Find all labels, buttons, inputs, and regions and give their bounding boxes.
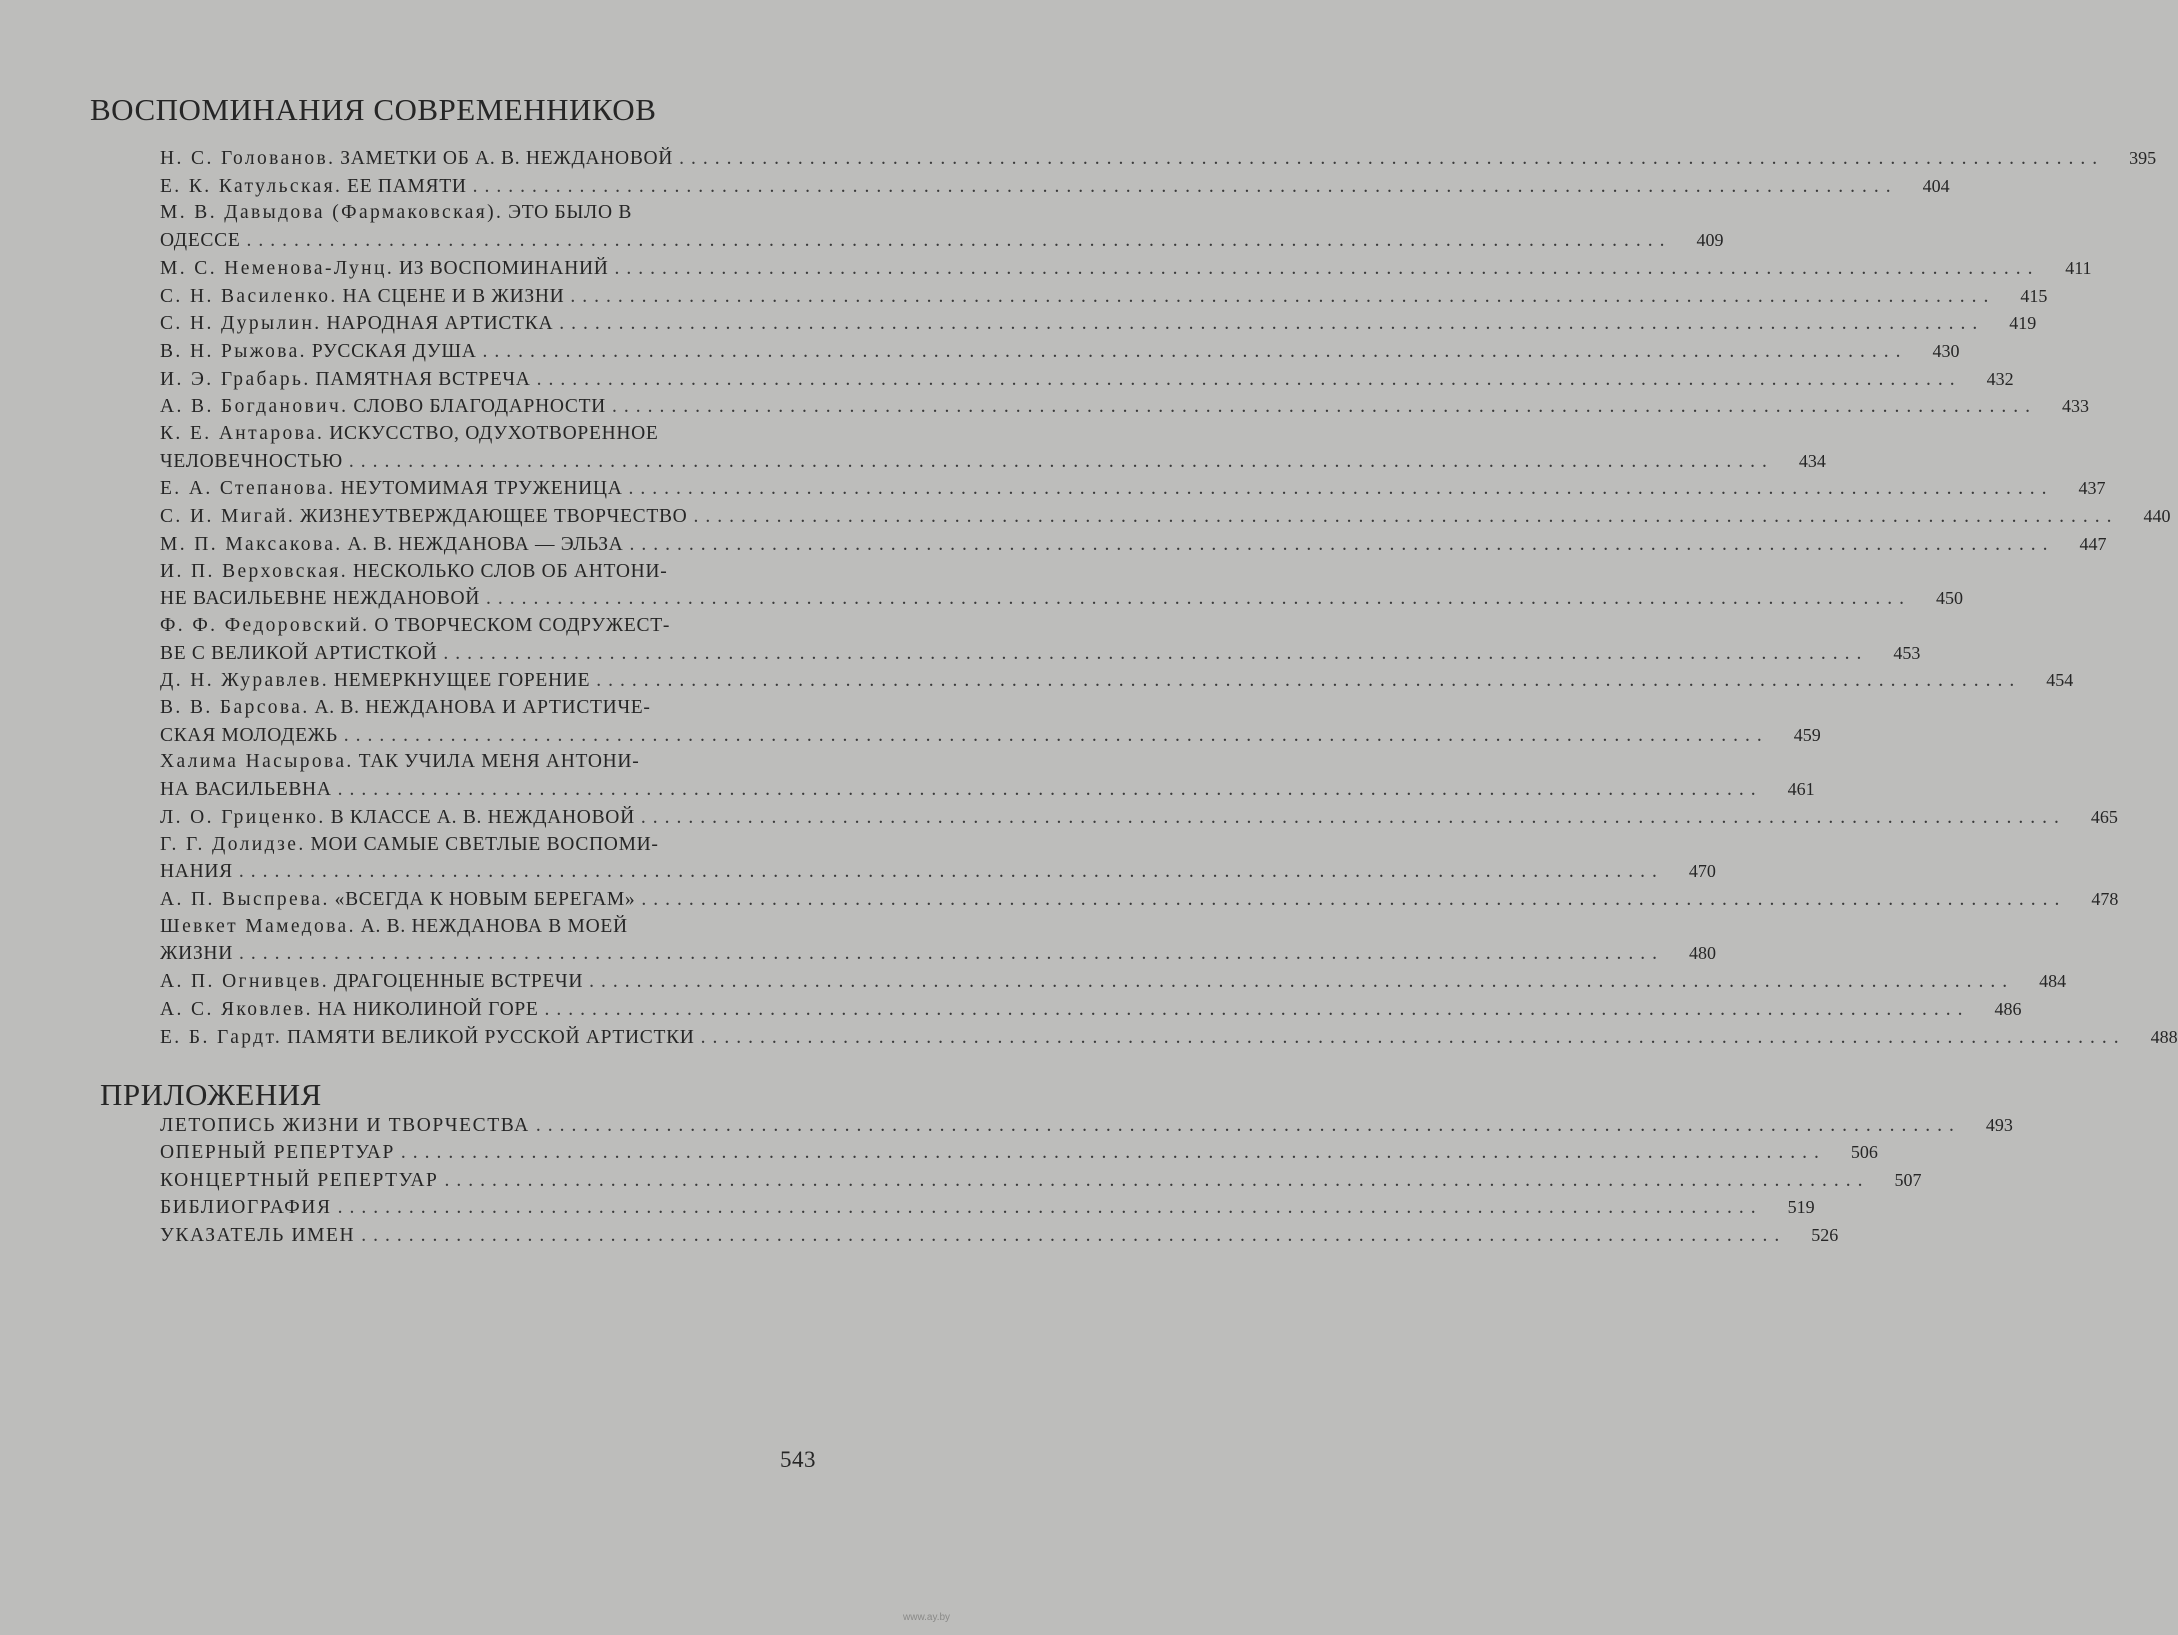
dot-leader: ........................................................................................................................: [679, 148, 2105, 169]
toc-entry: [160, 749, 1815, 803]
toc-entry-title: УКАЗАТЕЛЬ ИМЕН: [160, 1224, 356, 1246]
toc-entry: [160, 1112, 2013, 1139]
dot-leader: ........................................................................................................................: [343, 724, 1769, 746]
dot-leader: ........................................................................................................................: [640, 806, 2066, 828]
dot-leader: ........................................................................................................................: [472, 175, 1898, 197]
toc-entry: [160, 255, 2092, 283]
toc-entry: [160, 1194, 1815, 1221]
toc-entry-title: МОИ САМЫЕ СВЕТЛЫЕ ВОСПОМИ-: [310, 833, 659, 855]
toc-entry-page: 480: [1689, 943, 1716, 964]
toc-entry-author: Е. А. Степанова.: [160, 478, 336, 500]
toc-entry-title: ОДЕССЕ: [160, 230, 241, 252]
toc-entry-author: Е. Б. Гардт.: [160, 1026, 283, 1048]
toc-entry-author: А. П. Выспрева.: [160, 888, 330, 910]
toc-entry-title: В КЛАССЕ А. В. НЕЖДАНОВОЙ: [330, 806, 635, 828]
dot-leader: ........................................................................................................................: [611, 396, 2037, 418]
toc-entry: [160, 886, 2119, 914]
toc-entry: [160, 310, 2037, 338]
toc-entry-title: НЕМЕРКНУЩЕЕ ГОРЕНИЕ: [333, 670, 591, 692]
toc-entry-title: КОНЦЕРТНЫЙ РЕПЕРТУАР: [160, 1169, 439, 1191]
toc-entry: [160, 559, 1964, 613]
dot-leader: ........................................................................................................................: [570, 285, 1996, 307]
toc-entry: [160, 968, 2067, 996]
toc-entry: [160, 1222, 1839, 1249]
toc-entry-title: ЭТО БЫЛО В: [508, 202, 633, 224]
dot-leader: ........................................................................................................................: [628, 478, 2054, 500]
toc-entry-title: НА НИКОЛИНОЙ ГОРЕ: [317, 998, 539, 1020]
toc-entry-page: 419: [2009, 313, 2037, 334]
dot-leader: ........................................................................................................................: [535, 1115, 1961, 1136]
toc-entry-author: Е. К. Катульская.: [160, 175, 343, 197]
toc-entry-title: НА СЦЕНЕ И В ЖИЗНИ: [342, 285, 565, 307]
toc-entry-page: 493: [1985, 1115, 2013, 1135]
toc-entry-page: 450: [1936, 588, 1964, 609]
section-title-appendices: ПРИЛОЖЕНИЯ: [100, 1077, 322, 1112]
toc-entry-title: «ВСЕГДА К НОВЫМ БЕРЕГАМ»: [334, 888, 636, 910]
toc-entry-author: В. Н. Рыжова.: [160, 340, 307, 362]
section-title-memoirs: ВОСПОМИНАНИЯ СОВРЕМЕННИКОВ: [90, 92, 657, 127]
dot-leader: ........................................................................................................................: [443, 642, 1869, 664]
toc-entry-title: ЛЕТОПИСЬ ЖИЗНИ И ТВОРЧЕСТВА: [160, 1115, 530, 1136]
toc-entry-page: 484: [2039, 971, 2067, 992]
toc-entry-page: 507: [1894, 1169, 1922, 1190]
toc-entry-title: НА ВАСИЛЬЕВНА: [160, 779, 332, 801]
toc-entry-author: Л. О. Гриценко.: [160, 806, 326, 828]
toc-entry: [160, 283, 2048, 311]
dot-leader: ........................................................................................................................: [486, 588, 1912, 610]
toc-entry-title: ВЕ С ВЕЛИКОЙ АРТИСТКОЙ: [160, 642, 438, 664]
dot-leader: ........................................................................................................................: [239, 943, 1664, 965]
toc-entry-page: 519: [1787, 1197, 1815, 1218]
toc-entry: [160, 914, 1716, 968]
toc-entry: [160, 421, 1826, 475]
toc-entry-page: 437: [2078, 478, 2106, 499]
dot-leader: ........................................................................................................................: [700, 1026, 2126, 1048]
toc-entry-title: А. В. НЕЖДАНОВА И АРТИСТИЧЕ-: [314, 697, 651, 719]
toc-entry-author: А. В. Богданович.: [160, 396, 349, 418]
toc-entry-author: А. П. Огнивцев.: [160, 971, 329, 993]
toc-entry-page: 404: [1922, 175, 1950, 196]
dot-leader: ........................................................................................................................: [337, 1197, 1763, 1219]
dot-leader: ........................................................................................................................: [589, 971, 2015, 993]
toc-entry-page: 461: [1787, 779, 1815, 800]
dot-leader: ........................................................................................................................: [596, 670, 2022, 692]
toc-entry-author: Н. С. Голованов.: [160, 148, 336, 169]
watermark: www.ay.by: [903, 1612, 951, 1623]
toc-entry-author: С. Н. Василенко.: [160, 285, 338, 307]
toc-entry-author: С. Н. Дурылин.: [160, 313, 322, 335]
toc-entry-title: ЧЕЛОВЕЧНОСТЬЮ: [160, 450, 343, 472]
toc-entry-page: 486: [1994, 998, 2022, 1019]
toc-entry-title: ЕЕ ПАМЯТИ: [347, 175, 467, 197]
toc-entry-page: 506: [1850, 1142, 1878, 1163]
toc-entry-title: А. В. НЕЖДАНОВА В МОЕЙ: [360, 915, 628, 937]
toc-entry-page: 453: [1893, 642, 1921, 663]
toc-entry-page: 526: [1811, 1224, 1839, 1245]
dot-leader: ........................................................................................................................: [361, 1224, 1787, 1246]
toc-entry: [160, 531, 2107, 559]
toc-entry: [160, 393, 2089, 421]
toc-entry-author: А. С. Яковлев.: [160, 998, 313, 1020]
toc-memoirs: [160, 145, 2178, 1051]
dot-leader: ........................................................................................................................: [444, 1169, 1870, 1191]
toc-entry-page: 440: [2143, 506, 2171, 527]
toc-entry-page: 395: [2129, 148, 2157, 168]
toc-entry-author: М. В. Давыдова (Фармаковская).: [160, 202, 504, 224]
dot-leader: ........................................................................................................................: [482, 340, 1908, 362]
toc-entry-author: И. Э. Грабарь.: [160, 368, 311, 390]
toc-entry-title: НАРОДНАЯ АРТИСТКА: [326, 313, 554, 335]
toc-entry-page: 434: [1798, 450, 1826, 471]
toc-entry-title: ПАМЯТНАЯ ВСТРЕЧА: [315, 368, 531, 390]
dot-leader: ........................................................................................................................: [629, 533, 2055, 555]
toc-entry-author: Шевкет Мамедова.: [160, 915, 356, 937]
dot-leader: ........................................................................................................................: [559, 313, 1985, 335]
toc-entry-title: ПАМЯТИ ВЕЛИКОЙ РУССКОЙ АРТИСТКИ: [287, 1026, 695, 1048]
dot-leader: ........................................................................................................................: [246, 230, 1672, 252]
toc-entry-title: А. В. НЕЖДАНОВА — ЭЛЬЗА: [347, 533, 624, 555]
toc-entry-page: 478: [2091, 888, 2119, 909]
dot-leader: ........................................................................................................................: [693, 506, 2119, 528]
toc-entry-title: ДРАГОЦЕННЫЕ ВСТРЕЧИ: [333, 971, 584, 993]
dot-leader: ........................................................................................................................: [614, 257, 2040, 279]
toc-entry-page: 411: [2065, 257, 2092, 278]
toc-entry-page: 459: [1793, 724, 1821, 745]
toc-entry-title: БИБЛИОГРАФИЯ: [160, 1197, 332, 1219]
toc-entry-page: 447: [2079, 533, 2107, 554]
toc-entry-title: ТАК УЧИЛА МЕНЯ АНТОНИ-: [358, 751, 640, 773]
toc-entry-author: К. Е. Антарова.: [160, 423, 325, 445]
toc-entry: [160, 145, 2157, 173]
toc-entry: [160, 1167, 1922, 1194]
toc-entry-page: 433: [2061, 396, 2089, 417]
toc-entry-title: ЖИЗНЕУТВЕРЖДАЮЩЕЕ ТВОРЧЕСТВО: [300, 506, 688, 528]
dot-leader: ........................................................................................................................: [337, 779, 1763, 801]
toc-entry-page: 432: [1986, 368, 2014, 389]
toc-entry-title: ОПЕРНЫЙ РЕПЕРТУАР: [160, 1142, 395, 1164]
toc-entry-author: Ф. Ф. Федоровский.: [160, 614, 370, 636]
toc-entry-title: СКАЯ МОЛОДЕЖЬ: [160, 724, 338, 746]
toc-entry-title: НЕСКОЛЬКО СЛОВ ОБ АНТОНИ-: [352, 560, 668, 582]
toc-entry: [160, 173, 1950, 201]
toc-entry: [160, 1024, 2178, 1052]
toc-entry-page: 430: [1932, 340, 1960, 361]
toc-entry-title: ИСКУССТВО, ОДУХОТВОРЕННОЕ: [329, 423, 659, 445]
toc-entry-title: ИЗ ВОСПОМИНАНИЙ: [398, 257, 609, 279]
toc-entry-title: О ТВОРЧЕСКОМ СОДРУЖЕСТ-: [374, 614, 671, 636]
dot-leader: ........................................................................................................................: [238, 861, 1664, 883]
toc-entry-page: 409: [1696, 230, 1724, 251]
toc-entry: [160, 667, 2074, 695]
toc-entry-author: Д. Н. Журавлев.: [160, 670, 329, 692]
toc-entry: [160, 1139, 1878, 1166]
toc-entry: [160, 200, 1724, 254]
dot-leader: ........................................................................................................................: [641, 888, 2067, 910]
toc-entry: [160, 503, 2171, 531]
toc-entry-page: 470: [1688, 861, 1716, 882]
toc-entry-author: Халима Насырова.: [160, 751, 354, 773]
toc-entry-title: РУССКАЯ ДУША: [311, 340, 477, 362]
toc-appendices: [160, 1112, 2013, 1249]
dot-leader: ........................................................................................................................: [544, 998, 1970, 1020]
toc-entry-author: Г. Г. Долидзе.: [160, 833, 306, 855]
page-number: 543: [780, 1447, 816, 1472]
toc-entry-title: НЕ ВАСИЛЬЕВНЕ НЕЖДАНОВОЙ: [160, 588, 481, 610]
toc-entry-author: В. В. Барсова.: [160, 697, 310, 719]
dot-leader: ........................................................................................................................: [536, 368, 1962, 390]
toc-entry: [160, 475, 2106, 503]
toc-entry: [160, 366, 2014, 394]
toc-entry-title: СЛОВО БЛАГОДАРНОСТИ: [353, 396, 606, 418]
toc-entry: [160, 613, 1921, 667]
toc-entry-title: НЕУТОМИМАЯ ТРУЖЕНИЦА: [340, 478, 623, 500]
toc-entry-author: И. П. Верховская.: [160, 560, 349, 582]
toc-entry: [160, 996, 2022, 1024]
toc-entry-page: 488: [2150, 1026, 2178, 1047]
toc-entry-title: ЗАМЕТКИ ОБ А. В. НЕЖДАНОВОЙ: [340, 148, 674, 169]
dot-leader: ........................................................................................................................: [348, 450, 1774, 472]
toc-entry-page: 454: [2046, 670, 2074, 691]
dot-leader: ........................................................................................................................: [400, 1142, 1826, 1164]
toc-entry-author: С. И. Мигай.: [160, 506, 296, 528]
toc-entry-page: 465: [2090, 806, 2118, 827]
toc-entry-title: ЖИЗНИ: [160, 943, 233, 965]
toc-entry-author: М. С. Неменова-Лунц.: [160, 257, 395, 279]
toc-entry: [160, 338, 1960, 366]
toc-entry: [160, 832, 1716, 886]
toc-entry-page: 415: [2020, 285, 2048, 306]
toc-entry: [160, 804, 2118, 832]
toc-entry-author: М. П. Максакова.: [160, 533, 343, 555]
toc-entry-title: НАНИЯ: [160, 861, 233, 883]
toc-entry: [160, 695, 1821, 749]
